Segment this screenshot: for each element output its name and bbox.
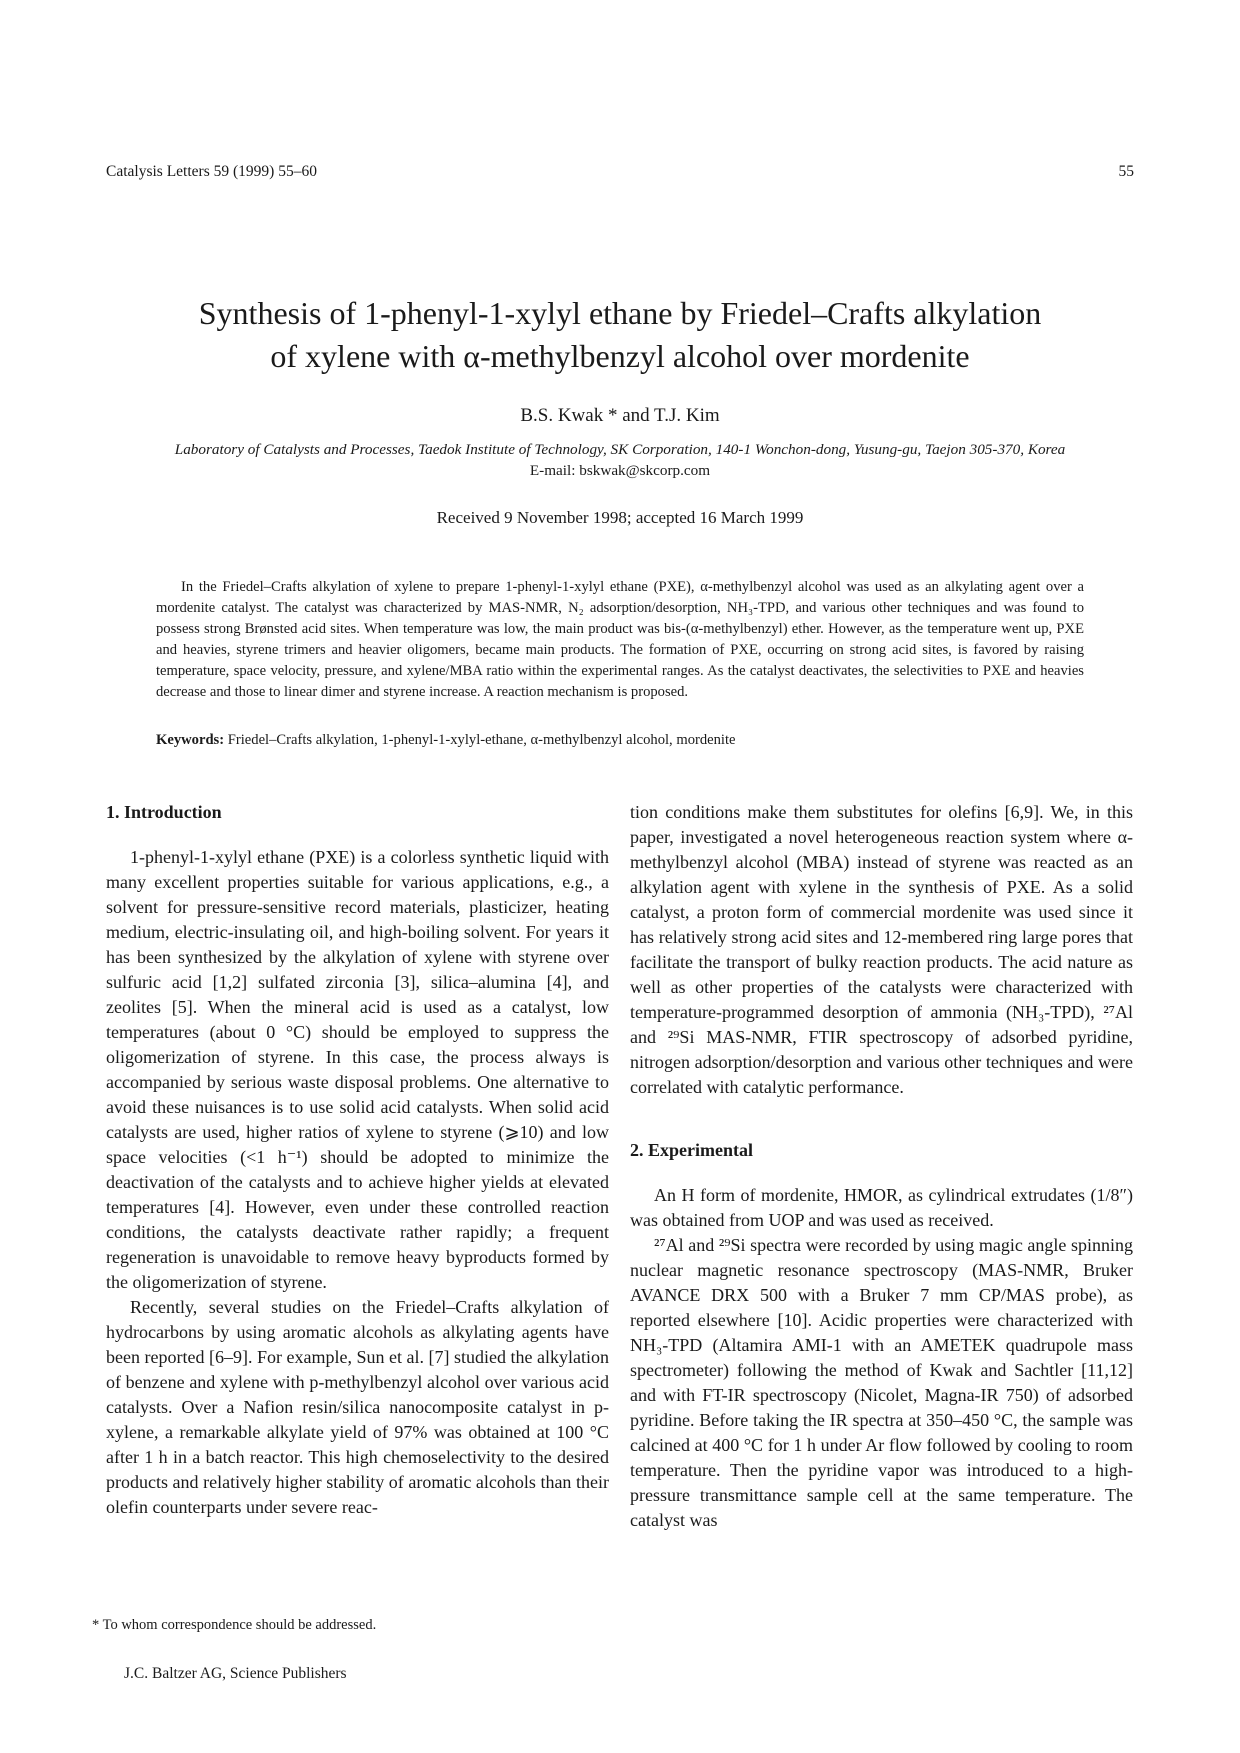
experimental-paragraph-2: ²⁷Al and ²⁹Si spectra were recorded by using magic angle spinning nuclear magnetic resonance spectroscopy (MAS-NMR, Bruker AVANCE DRX 500 with a Bruker 7 mm CP/MAS probe), as reported elsewhere [10]. Acidic properties were characterized with NH₃-TPD (Altamira AMI-1 with an AMETEK quadrupole mass spectrometer) following the method of Kwak and Sachtler [11,12] and with FT-IR spectroscopy (Nicolet, Magna-IR 750) of adsorbed pyridine. Before taking the IR spectra at 350–450 °C, the sample was calcined at 400 °C for 1 h under Ar flow followed by cooling to room temperature. Then the pyridine vapor was introduced to a high-pressure transmittance sample cell at the same temperature. The catalyst was [630,1235,1133,1530]
intro-paragraph-1: 1-phenyl-1-xylyl ethane (PXE) is a colorless synthetic liquid with many excellent properties suitable for various applications, e.g., a solvent for pressure-sensitive record materials, plasticizer, heating medium, electric-insulating oil, and high-boiling solvent. For years it has been synthesized by the alkylation of xylene with styrene over sulfuric acid [1,2] sulfated zirconia [3], silica–alumina [4], and zeolites [5]. When the mineral acid is used as a catalyst, low temperatures (about 0 °C) should be employed to suppress the oligomerization of styrene. In this case, the process always is accompanied by serious waste disposal problems. One alternative to avoid these nuisances is to use solid acid catalysts. When solid acid catalysts are used, higher ratios of xylene to styrene (⩾10) and low space velocities (<1 h⁻¹) should be adopted to minimize the deactivation of the catalysts and to achieve higher yields at elevated temperatures [4]. However, even under these controlled reaction conditions, the catalysts deactivate rather rapidly; a frequent regeneration is unavoidable to remove heavy byproducts formed by the oligomerization of styrene. [106,847,609,1292]
journal-reference: Catalysis Letters 59 (1999) 55–60 [106,163,317,180]
author-email: E-mail: bskwak@skcorp.com [529,462,711,479]
abstract: In the Friedel–Crafts alkylation of xylene to prepare 1-phenyl-1-xylyl ethane (PXE), α-methylbenzyl alcohol was used as an alkylating agent over a mordenite catalyst. The catalyst was characterized by MAS-NMR, N₂ adsorption/desorption, NH₃-TPD, and various other techniques and was found to possess strong Brønsted acid sites. When temperature was low, the main product was bis-(α-methylbenzyl) ether. However, as the temperature went up, PXE and heavies, styrene trimers and heavier oligomers, became main products. The formation of PXE, occurring on strong acid sites, is favored by raising temperature, space velocity, pressure, and xylene/MBA ratio within the experimental ranges. As the catalyst deactivates, the selectivities to PXE and heavies decrease and those to linear dimer and styrene increase. A reaction mechanism is proposed. [156,579,1084,700]
right-column [630,800,1133,1533]
footnote: * To whom correspondence should be addressed. [92,1617,377,1633]
experimental-paragraph-1: An H form of mordenite, HMOR, as cylindrical extrudates (1/8″) was obtained from UOP and was used as received. [630,1185,1133,1230]
publisher: J.C. Baltzer AG, Science Publishers [124,1665,347,1682]
affiliation-block [106,439,1134,481]
left-column [106,800,609,1520]
keywords-label: Keywords: [156,732,225,748]
section-heading-introduction: 1. Introduction [106,802,222,822]
affiliation: Laboratory of Catalysts and Processes, Taedok Institute of Technology, SK Corporation, 140-1 Wonchon-dong, Yusung-gu, Taejon 305-370, Korea [174,441,1066,458]
page-number: 55 [1118,163,1134,180]
paper-title [120,292,1120,378]
title-line-1: Synthesis of 1-phenyl-1-xylyl ethane by Friedel–Crafts alkylation [198,295,1042,331]
received-dates: Received 9 November 1998; accepted 16 March 1999 [436,508,804,527]
section-heading-experimental: 2. Experimental [630,1140,753,1160]
authors: B.S. Kwak * and T.J. Kim [520,405,720,426]
intro-paragraph-3: tion conditions make them substitutes for olefins [6,9]. We, in this paper, investigated a novel heterogeneous reaction system where α-methylbenzyl alcohol (MBA) instead of styrene was reacted as an alkylation agent with xylene in the synthesis of PXE. As a solid catalyst, a proton form of commercial mordenite was used since it has relatively strong acid sites and 12-membered ring large pores that facilitate the transport of bulky reaction products. The acid nature as well as other properties of the catalysts were characterized with temperature-programmed desorption of ammonia (NH₃-TPD), ²⁷Al and ²⁹Si MAS-NMR, FTIR spectroscopy of adsorbed pyridine, nitrogen adsorption/desorption and various other techniques and were correlated with catalytic performance. [630,802,1133,1097]
keywords-text: Friedel–Crafts alkylation, 1-phenyl-1-xylyl-ethane, α-methylbenzyl alcohol, mordenite [227,732,736,748]
intro-paragraph-2: Recently, several studies on the Friedel–Crafts alkylation of hydrocarbons by using aromatic alcohols as alkylating agents have been reported [6–9]. For example, Sun et al. [7] studied the alkylation of benzene and xylene with p-methylbenzyl alcohol over various acid catalysts. Over a Nafion resin/silica nanocomposite catalyst in p-xylene, a remarkable alkylate yield of 97% was obtained at 100 °C after 1 h in a batch reactor. This high chemoselectivity to the desired products and relatively higher stability of aromatic alcohols than their olefin counterparts under severe reac- [106,1297,609,1517]
keywords [156,732,1084,749]
title-line-2: of xylene with α-methylbenzyl alcohol over mordenite [270,338,970,374]
